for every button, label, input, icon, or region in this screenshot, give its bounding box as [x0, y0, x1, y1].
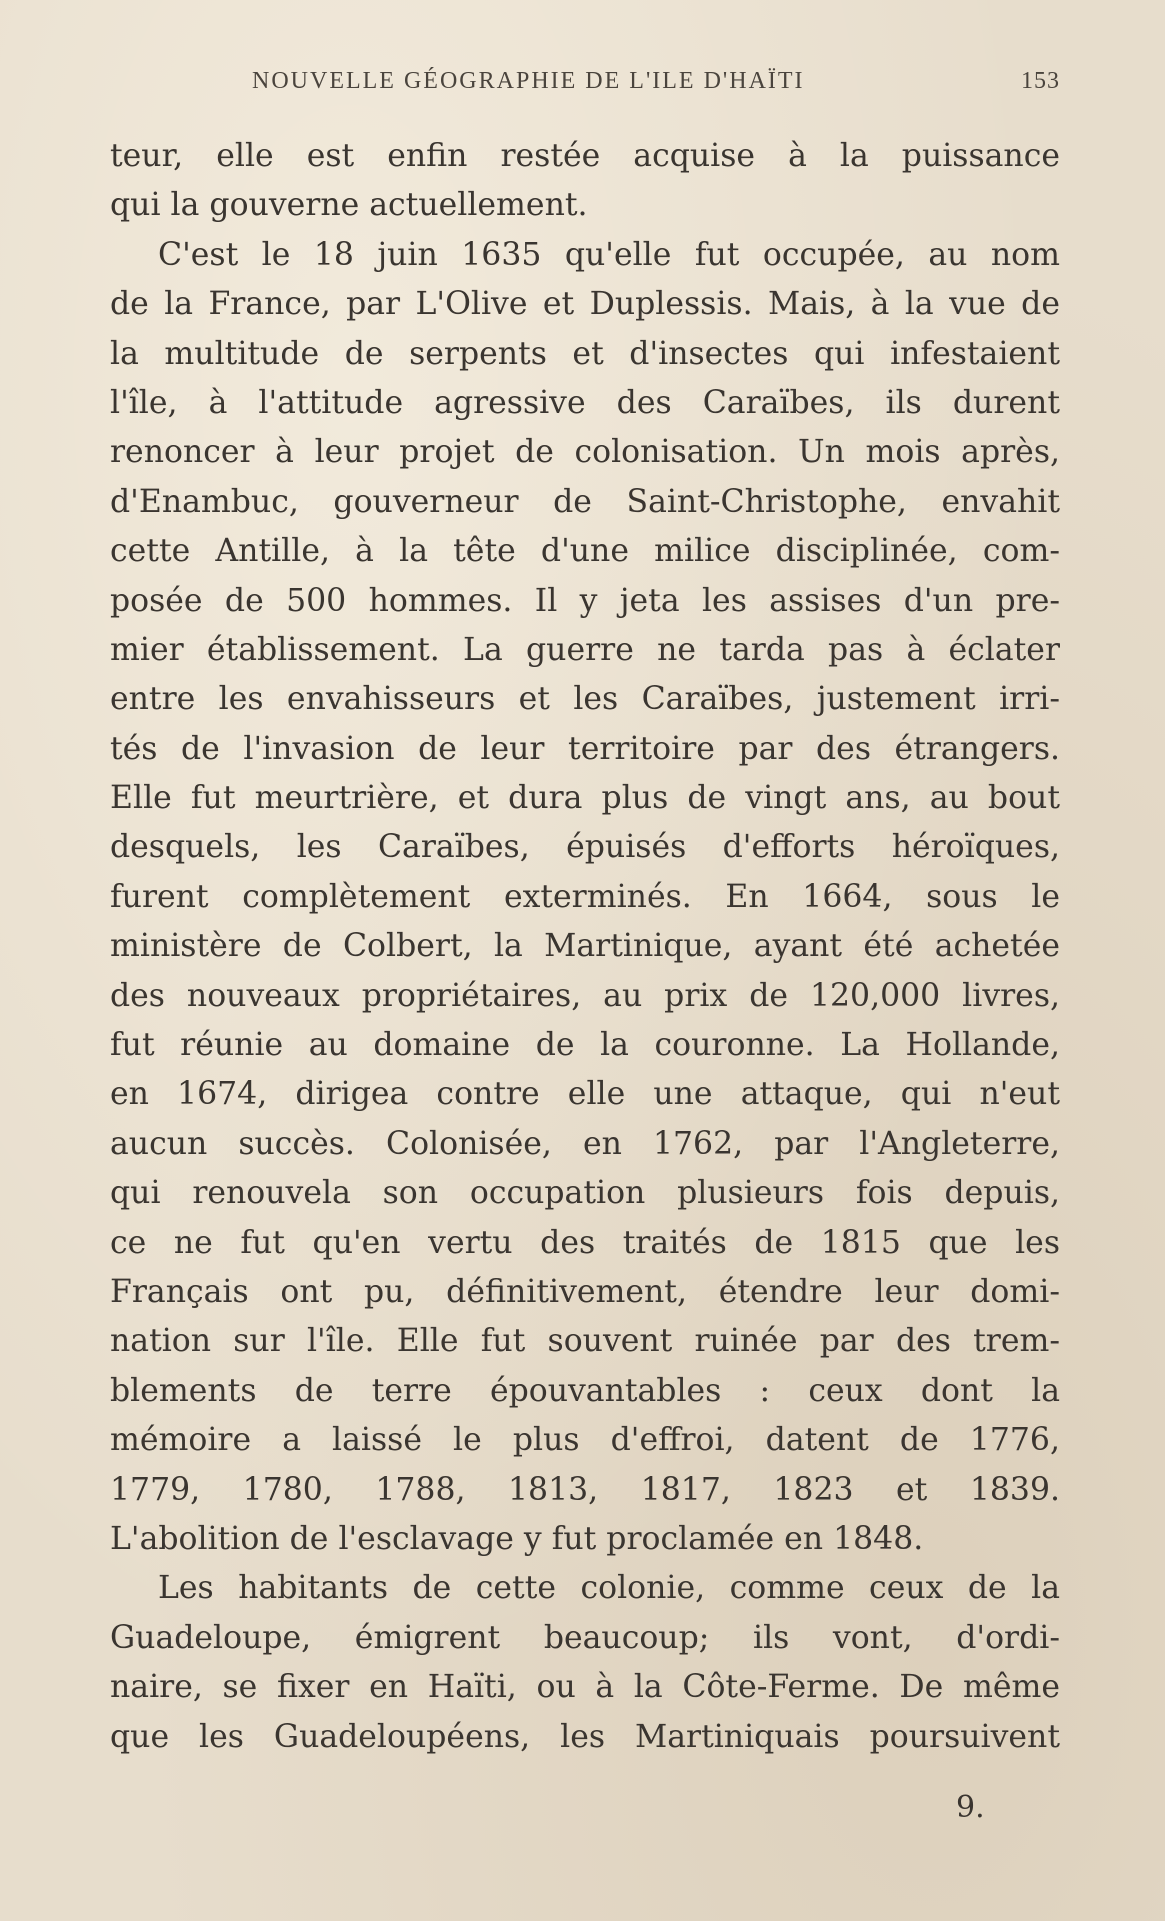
text-line: ministère de Colbert, la Martinique, ayant été achetée	[110, 928, 1060, 965]
text-line: desquels, les Caraïbes, épuisés d'efforts héroïques,	[110, 829, 1060, 866]
text-line: fut réunie au domaine de la couronne. La Hollande,	[110, 1027, 1060, 1064]
text-line: teur, elle est enfin restée acquise à la puissance	[110, 138, 1060, 174]
text-line: que les Guadeloupéens, les Martiniquais poursuivent	[110, 1718, 1060, 1755]
text-line: entre les envahisseurs et les Caraïbes, justement irri-	[110, 681, 1060, 718]
signature-mark: 9.	[956, 1790, 985, 1825]
page-number: 153	[1021, 68, 1060, 94]
text-line: aucun succès. Colonisée, en 1762, par l'Angleterre,	[110, 1125, 1060, 1162]
text-line: tés de l'invasion de leur territoire par des étrangers.	[110, 730, 1060, 767]
text-line: des nouveaux propriétaires, au prix de 120,000 livres,	[110, 977, 1060, 1014]
text-line: l'île, à l'attitude agressive des Caraïbes, ils durent	[110, 384, 1060, 421]
text-line: qui la gouverne actuellement.	[110, 187, 588, 224]
text-line: cette Antille, à la tête d'une milice disciplinée, com-	[110, 533, 1060, 570]
text-line: d'Enambuc, gouverneur de Saint-Christophe, envahit	[110, 483, 1060, 520]
text-line: Les habitants de cette colonie, comme ceux de la	[158, 1570, 1060, 1607]
text-line: la multitude de serpents et d'insectes qui infestaient	[110, 335, 1060, 372]
text-line: nation sur l'île. Elle fut souvent ruinée par des trem-	[110, 1323, 1060, 1360]
text-line: Guadeloupe, émigrent beaucoup; ils vont, d'ordi-	[110, 1619, 1060, 1656]
text-line: de la France, par L'Olive et Duplessis. Mais, à la vue de	[110, 286, 1060, 323]
text-line: renoncer à leur projet de colonisation. Un mois après,	[110, 434, 1060, 471]
text-line: naire, se fixer en Haïti, ou à la Côte-Ferme. De même	[110, 1669, 1060, 1706]
text-line: blements de terre épouvantables : ceux dont la	[110, 1372, 1060, 1409]
text-line: L'abolition de l'esclavage y fut proclamée en 1848.	[110, 1520, 924, 1557]
text-line: mier établissement. La guerre ne tarda pas à éclater	[110, 631, 1060, 668]
text-line: 1779, 1780, 1788, 1813, 1817, 1823 et 1839.	[110, 1471, 1060, 1508]
text-line: C'est le 18 juin 1635 qu'elle fut occupée, au nom	[158, 236, 1060, 273]
body-text	[110, 132, 1060, 1762]
text-line: qui renouvela son occupation plusieurs fois depuis,	[110, 1175, 1060, 1212]
text-line: en 1674, dirigea contre elle une attaque, qui n'eut	[110, 1076, 1060, 1113]
running-head-title: NOUVELLE GÉOGRAPHIE DE L'ILE D'HAÏTI	[252, 68, 805, 94]
text-line: Français ont pu, définitivement, étendre leur domi-	[110, 1273, 1060, 1310]
text-line: ce ne fut qu'en vertu des traités de 1815 que les	[110, 1224, 1060, 1261]
text-line: furent complètement exterminés. En 1664, sous le	[110, 878, 1060, 915]
text-line: posée de 500 hommes. Il y jeta les assises d'un pre-	[110, 582, 1060, 619]
text-line: Elle fut meurtrière, et dura plus de vingt ans, au bout	[110, 780, 1060, 817]
text-line: mémoire a laissé le plus d'effroi, datent de 1776,	[110, 1422, 1060, 1459]
